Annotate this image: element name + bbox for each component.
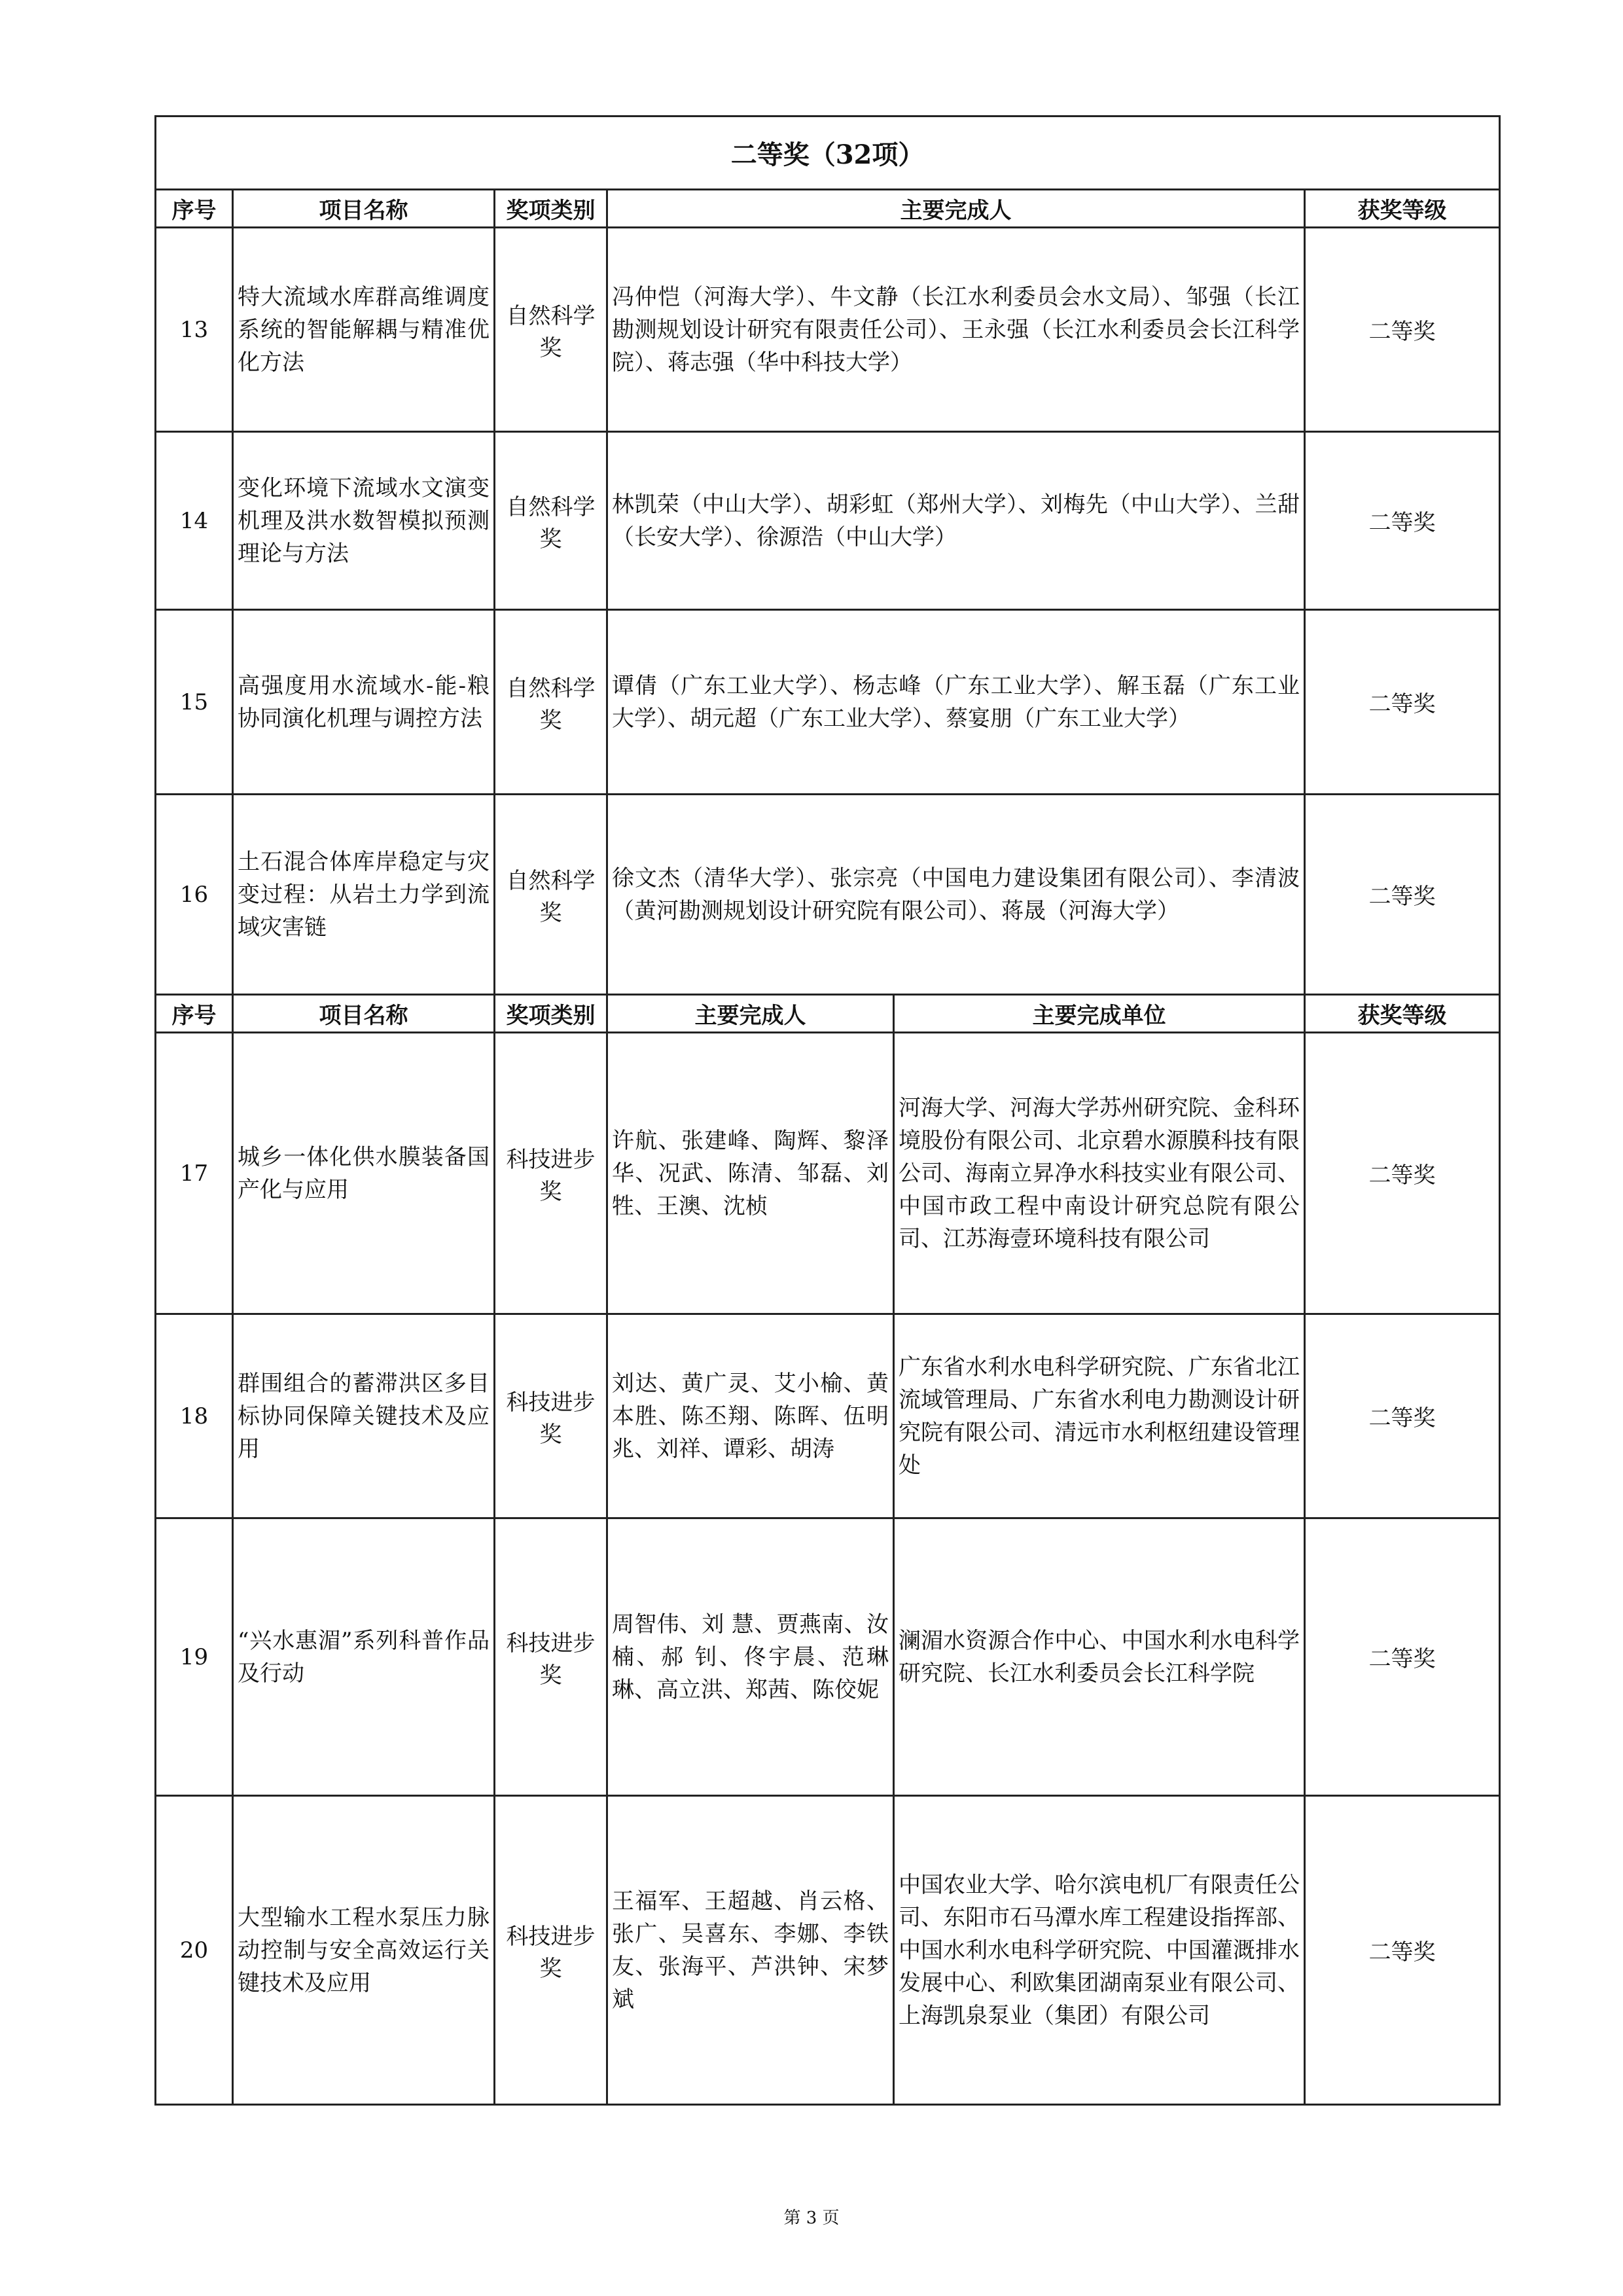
row-number: 18 [156, 1314, 233, 1518]
award-level: 二等奖 [1305, 610, 1500, 795]
header-row-a [156, 190, 1500, 228]
award-table [154, 115, 1501, 2106]
table-row [156, 1314, 1500, 1518]
header-no: 序号 [156, 995, 233, 1033]
table-row [156, 1796, 1500, 2105]
award-level: 二等奖 [1305, 228, 1500, 432]
main-units: 澜湄水资源合作中心、中国水利水电科学研究院、长江水利委员会长江科学院 [894, 1518, 1305, 1796]
header-name: 项目名称 [233, 190, 495, 228]
header-name: 项目名称 [233, 995, 495, 1033]
award-level: 二等奖 [1305, 1033, 1500, 1314]
award-level: 二等奖 [1305, 432, 1500, 610]
main-persons: 王福军、王超越、肖云格、张广、吴喜东、李娜、李铁友、张海平、芦洪钟、宋梦斌 [607, 1796, 894, 2105]
header-level: 获奖等级 [1305, 190, 1500, 228]
award-category: 科技进步奖 [495, 1518, 607, 1796]
main-units: 河海大学、河海大学苏州研究院、金科环境股份有限公司、北京碧水源膜科技有限公司、海南立昇净水科技实业有限公司、中国市政工程中南设计研究总院有限公司、江苏海壹环境科技有限公司 [894, 1033, 1305, 1314]
table-row [156, 610, 1500, 795]
award-level: 二等奖 [1305, 1314, 1500, 1518]
main-persons: 林凯荣（中山大学）、胡彩虹（郑州大学）、刘梅先（中山大学）、兰甜（长安大学）、徐源浩（中山大学） [607, 432, 1305, 610]
project-name: 大型输水工程水泵压力脉动控制与安全高效运行关键技术及应用 [233, 1796, 495, 2105]
header-category: 奖项类别 [495, 190, 607, 228]
project-name: 特大流域水库群高维调度系统的智能解耦与精准优化方法 [233, 228, 495, 432]
award-category: 自然科学奖 [495, 432, 607, 610]
main-persons: 冯仲恺（河海大学）、牛文静（长江水利委员会水文局）、邹强（长江勘测规划设计研究有限责任公司）、王永强（长江水利委员会长江科学院）、蒋志强（华中科技大学） [607, 228, 1305, 432]
header-level: 获奖等级 [1305, 995, 1500, 1033]
row-number: 15 [156, 610, 233, 795]
row-number: 17 [156, 1033, 233, 1314]
award-category: 自然科学奖 [495, 228, 607, 432]
header-persons: 主要完成人 [607, 995, 894, 1033]
table-row [156, 795, 1500, 995]
project-name: 高强度用水流域水-能-粮协同演化机理与调控方法 [233, 610, 495, 795]
award-category: 自然科学奖 [495, 610, 607, 795]
award-level: 二等奖 [1305, 795, 1500, 995]
main-persons: 许航、张建峰、陶辉、黎泽华、况武、陈清、邹磊、刘牲、王澳、沈桢 [607, 1033, 894, 1314]
project-name: “兴水惠湄”系列科普作品及行动 [233, 1518, 495, 1796]
main-units: 中国农业大学、哈尔滨电机厂有限责任公司、东阳市石马潭水库工程建设指挥部、中国水利水电科学研究院、中国灌溉排水发展中心、利欧集团湖南泵业有限公司、上海凯泉泵业（集团）有限公司 [894, 1796, 1305, 2105]
project-name: 群围组合的蓄滞洪区多目标协同保障关键技术及应用 [233, 1314, 495, 1518]
table-row [156, 228, 1500, 432]
main-persons: 徐文杰（清华大学）、张宗亮（中国电力建设集团有限公司）、李清波（黄河勘测规划设计研究院有限公司）、蒋晟（河海大学） [607, 795, 1305, 995]
table-row [156, 1033, 1500, 1314]
header-no: 序号 [156, 190, 233, 228]
main-persons: 周智伟、刘 慧、贾燕南、汝 楠、郝 钊、佟宇晨、范琳琳、高立洪、郑茜、陈佼妮 [607, 1518, 894, 1796]
main-persons: 刘达、黄广灵、艾小榆、黄本胜、陈丕翔、陈晖、伍明兆、刘祥、谭彩、胡涛 [607, 1314, 894, 1518]
award-category: 科技进步奖 [495, 1796, 607, 2105]
row-number: 20 [156, 1796, 233, 2105]
row-number: 19 [156, 1518, 233, 1796]
table-row [156, 432, 1500, 610]
main-units: 广东省水利水电科学研究院、广东省北江流域管理局、广东省水利电力勘测设计研究院有限公司、清远市水利枢纽建设管理处 [894, 1314, 1305, 1518]
table-row [156, 1518, 1500, 1796]
award-category: 自然科学奖 [495, 795, 607, 995]
award-category: 科技进步奖 [495, 1314, 607, 1518]
section-title: 二等奖（32项） [156, 117, 1500, 190]
main-persons: 谭倩（广东工业大学）、杨志峰（广东工业大学）、解玉磊（广东工业大学）、胡元超（广东工业大学）、蔡宴朋（广东工业大学） [607, 610, 1305, 795]
header-units: 主要完成单位 [894, 995, 1305, 1033]
award-level: 二等奖 [1305, 1518, 1500, 1796]
row-number: 13 [156, 228, 233, 432]
header-row-b [156, 995, 1500, 1033]
award-category: 科技进步奖 [495, 1033, 607, 1314]
header-category: 奖项类别 [495, 995, 607, 1033]
page-number: 第 3 页 [783, 2208, 840, 2228]
project-name: 城乡一体化供水膜装备国产化与应用 [233, 1033, 495, 1314]
row-number: 16 [156, 795, 233, 995]
row-number: 14 [156, 432, 233, 610]
header-persons: 主要完成人 [607, 190, 1305, 228]
section-title-row [156, 117, 1500, 190]
project-name: 变化环境下流域水文演变机理及洪水数智模拟预测理论与方法 [233, 432, 495, 610]
project-name: 土石混合体库岸稳定与灾变过程：从岩土力学到流域灾害链 [233, 795, 495, 995]
award-level: 二等奖 [1305, 1796, 1500, 2105]
